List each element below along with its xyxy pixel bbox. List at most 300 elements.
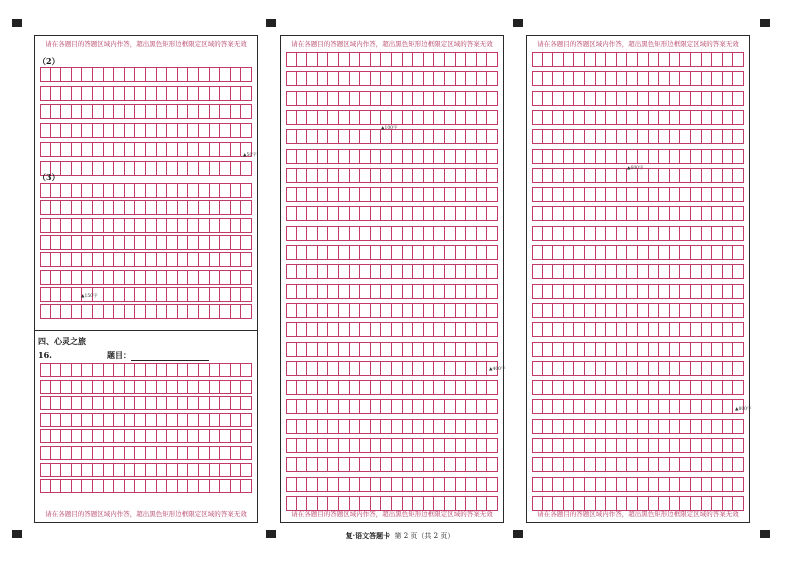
grid-cell[interactable]: [723, 285, 734, 298]
grid-cell[interactable]: [574, 420, 585, 433]
grid-cell[interactable]: [114, 447, 125, 459]
grid-cell[interactable]: [61, 87, 72, 100]
grid-cell[interactable]: [114, 414, 125, 426]
grid-cell[interactable]: [199, 184, 210, 197]
grid-cell[interactable]: [617, 111, 628, 124]
grid-cell[interactable]: [328, 420, 339, 433]
grid-cell[interactable]: [532, 150, 543, 163]
grid-cell[interactable]: [723, 400, 734, 413]
grid-cell[interactable]: [585, 381, 596, 394]
grid-cell[interactable]: [617, 323, 628, 336]
grid-cell[interactable]: [574, 362, 585, 375]
grid-cell[interactable]: [241, 271, 252, 284]
grid-cell[interactable]: [487, 265, 498, 278]
grid-cell[interactable]: [627, 323, 638, 336]
grid-cell[interactable]: [606, 246, 617, 259]
grid-cell[interactable]: [456, 285, 467, 298]
grid-cell[interactable]: [691, 362, 702, 375]
grid-cell[interactable]: [606, 227, 617, 240]
grid-cell[interactable]: [231, 184, 242, 197]
grid-cell[interactable]: [286, 130, 297, 143]
grid-cell[interactable]: [220, 236, 231, 249]
grid-cell[interactable]: [135, 143, 146, 156]
grid-cell[interactable]: [670, 111, 681, 124]
grid-cell[interactable]: [360, 304, 371, 317]
grid-cell[interactable]: [466, 169, 477, 182]
grid-cell[interactable]: [638, 130, 649, 143]
grid-cell[interactable]: [670, 53, 681, 66]
grid-cell[interactable]: [381, 458, 392, 471]
grid-cell[interactable]: [392, 150, 403, 163]
grid-cell[interactable]: [307, 150, 318, 163]
grid-cell[interactable]: [350, 265, 361, 278]
grid-cell[interactable]: [328, 92, 339, 105]
grid-cell[interactable]: [543, 72, 554, 85]
grid-cell[interactable]: [456, 111, 467, 124]
grid-cell[interactable]: [617, 381, 628, 394]
grid-cell[interactable]: [135, 184, 146, 197]
grid-cell[interactable]: [371, 111, 382, 124]
grid-cell[interactable]: [167, 288, 178, 301]
grid-cell[interactable]: [733, 439, 744, 452]
grid-cell[interactable]: [585, 478, 596, 491]
grid-cell[interactable]: [617, 227, 628, 240]
grid-cell[interactable]: [297, 227, 308, 240]
grid-cell[interactable]: [456, 381, 467, 394]
grid-cell[interactable]: [670, 265, 681, 278]
grid-cell[interactable]: [178, 364, 189, 376]
grid-cell[interactable]: [135, 68, 146, 81]
grid-cell[interactable]: [466, 381, 477, 394]
grid-cell[interactable]: [553, 362, 564, 375]
grid-cell[interactable]: [733, 188, 744, 201]
grid-cell[interactable]: [381, 381, 392, 394]
grid-cell[interactable]: [712, 343, 723, 356]
grid-cell[interactable]: [61, 414, 72, 426]
grid-cell[interactable]: [574, 227, 585, 240]
grid-cell[interactable]: [360, 265, 371, 278]
grid-cell[interactable]: [61, 162, 72, 175]
grid-cell[interactable]: [445, 227, 456, 240]
grid-cell[interactable]: [360, 92, 371, 105]
grid-cell[interactable]: [691, 227, 702, 240]
grid-cell[interactable]: [403, 246, 414, 259]
grid-cell[interactable]: [178, 414, 189, 426]
grid-cell[interactable]: [220, 253, 231, 266]
grid-cell[interactable]: [157, 364, 168, 376]
grid-cell[interactable]: [297, 130, 308, 143]
grid-cell[interactable]: [712, 188, 723, 201]
grid-cell[interactable]: [670, 246, 681, 259]
grid-cell[interactable]: [670, 207, 681, 220]
grid-cell[interactable]: [307, 343, 318, 356]
grid-cell[interactable]: [318, 265, 329, 278]
grid-cell[interactable]: [574, 169, 585, 182]
grid-cell[interactable]: [286, 420, 297, 433]
grid-cell[interactable]: [553, 130, 564, 143]
grid-cell[interactable]: [72, 162, 83, 175]
grid-cell[interactable]: [585, 400, 596, 413]
grid-cell[interactable]: [712, 285, 723, 298]
grid-cell[interactable]: [178, 305, 189, 318]
grid-cell[interactable]: [93, 201, 104, 214]
grid-cell[interactable]: [680, 458, 691, 471]
grid-cell[interactable]: [307, 188, 318, 201]
grid-cell[interactable]: [125, 253, 136, 266]
grid-cell[interactable]: [691, 304, 702, 317]
grid-cell[interactable]: [702, 343, 713, 356]
grid-cell[interactable]: [413, 207, 424, 220]
grid-cell[interactable]: [691, 343, 702, 356]
grid-cell[interactable]: [691, 323, 702, 336]
grid-cell[interactable]: [702, 362, 713, 375]
grid-cell[interactable]: [220, 430, 231, 442]
grid-cell[interactable]: [328, 304, 339, 317]
grid-cell[interactable]: [670, 420, 681, 433]
grid-cell[interactable]: [72, 447, 83, 459]
grid-cell[interactable]: [392, 227, 403, 240]
grid-cell[interactable]: [157, 253, 168, 266]
grid-cell[interactable]: [543, 400, 554, 413]
grid-cell[interactable]: [532, 362, 543, 375]
grid-cell[interactable]: [585, 439, 596, 452]
grid-cell[interactable]: [477, 227, 488, 240]
grid-cell[interactable]: [328, 130, 339, 143]
grid-cell[interactable]: [691, 130, 702, 143]
grid-cell[interactable]: [307, 265, 318, 278]
grid-cell[interactable]: [360, 439, 371, 452]
grid-cell[interactable]: [723, 130, 734, 143]
grid-cell[interactable]: [286, 439, 297, 452]
grid-cell[interactable]: [596, 265, 607, 278]
grid-cell[interactable]: [82, 124, 93, 137]
grid-cell[interactable]: [445, 265, 456, 278]
grid-cell[interactable]: [564, 304, 575, 317]
grid-cell[interactable]: [241, 414, 252, 426]
grid-cell[interactable]: [51, 143, 62, 156]
grid-cell[interactable]: [617, 478, 628, 491]
grid-cell[interactable]: [659, 169, 670, 182]
grid-cell[interactable]: [733, 458, 744, 471]
grid-cell[interactable]: [286, 72, 297, 85]
grid-cell[interactable]: [424, 169, 435, 182]
grid-cell[interactable]: [114, 288, 125, 301]
grid-cell[interactable]: [307, 323, 318, 336]
grid-cell[interactable]: [297, 439, 308, 452]
grid-cell[interactable]: [82, 480, 93, 492]
grid-cell[interactable]: [188, 271, 199, 284]
grid-cell[interactable]: [680, 72, 691, 85]
grid-cell[interactable]: [61, 381, 72, 393]
grid-cell[interactable]: [617, 304, 628, 317]
grid-cell[interactable]: [445, 169, 456, 182]
grid-cell[interactable]: [487, 130, 498, 143]
grid-cell[interactable]: [596, 169, 607, 182]
grid-cell[interactable]: [297, 458, 308, 471]
grid-cell[interactable]: [638, 53, 649, 66]
grid-cell[interactable]: [199, 105, 210, 118]
grid-cell[interactable]: [167, 447, 178, 459]
grid-cell[interactable]: [627, 188, 638, 201]
grid-cell[interactable]: [350, 400, 361, 413]
grid-cell[interactable]: [72, 305, 83, 318]
grid-cell[interactable]: [638, 207, 649, 220]
grid-cell[interactable]: [445, 188, 456, 201]
grid-cell[interactable]: [350, 72, 361, 85]
grid-cell[interactable]: [596, 420, 607, 433]
grid-cell[interactable]: [307, 227, 318, 240]
grid-cell[interactable]: [125, 201, 136, 214]
grid-cell[interactable]: [135, 447, 146, 459]
grid-cell[interactable]: [403, 362, 414, 375]
grid-cell[interactable]: [40, 253, 51, 266]
grid-cell[interactable]: [403, 188, 414, 201]
grid-cell[interactable]: [188, 143, 199, 156]
grid-cell[interactable]: [61, 184, 72, 197]
grid-cell[interactable]: [553, 323, 564, 336]
grid-cell[interactable]: [297, 400, 308, 413]
grid-cell[interactable]: [61, 124, 72, 137]
grid-cell[interactable]: [61, 236, 72, 249]
grid-cell[interactable]: [371, 130, 382, 143]
grid-cell[interactable]: [297, 169, 308, 182]
grid-cell[interactable]: [638, 439, 649, 452]
grid-cell[interactable]: [350, 362, 361, 375]
grid-cell[interactable]: [445, 439, 456, 452]
grid-cell[interactable]: [178, 105, 189, 118]
grid-cell[interactable]: [210, 430, 221, 442]
grid-cell[interactable]: [371, 150, 382, 163]
grid-cell[interactable]: [659, 188, 670, 201]
grid-cell[interactable]: [61, 480, 72, 492]
grid-cell[interactable]: [532, 439, 543, 452]
grid-cell[interactable]: [360, 400, 371, 413]
grid-cell[interactable]: [445, 130, 456, 143]
grid-cell[interactable]: [564, 92, 575, 105]
grid-cell[interactable]: [339, 285, 350, 298]
grid-cell[interactable]: [51, 105, 62, 118]
grid-cell[interactable]: [434, 169, 445, 182]
grid-cell[interactable]: [434, 304, 445, 317]
grid-cell[interactable]: [702, 285, 713, 298]
grid-cell[interactable]: [93, 480, 104, 492]
grid-cell[interactable]: [585, 362, 596, 375]
grid-cell[interactable]: [712, 439, 723, 452]
grid-cell[interactable]: [574, 111, 585, 124]
grid-cell[interactable]: [307, 169, 318, 182]
grid-cell[interactable]: [617, 130, 628, 143]
grid-cell[interactable]: [146, 288, 157, 301]
grid-cell[interactable]: [178, 397, 189, 409]
grid-cell[interactable]: [680, 227, 691, 240]
grid-cell[interactable]: [157, 480, 168, 492]
grid-cell[interactable]: [72, 201, 83, 214]
grid-cell[interactable]: [617, 92, 628, 105]
grid-cell[interactable]: [702, 400, 713, 413]
grid-cell[interactable]: [360, 246, 371, 259]
grid-cell[interactable]: [723, 188, 734, 201]
grid-cell[interactable]: [210, 447, 221, 459]
grid-cell[interactable]: [596, 458, 607, 471]
grid-cell[interactable]: [220, 397, 231, 409]
grid-cell[interactable]: [93, 87, 104, 100]
grid-cell[interactable]: [413, 227, 424, 240]
grid-cell[interactable]: [392, 92, 403, 105]
grid-cell[interactable]: [487, 343, 498, 356]
grid-cell[interactable]: [723, 478, 734, 491]
grid-cell[interactable]: [307, 362, 318, 375]
grid-cell[interactable]: [477, 207, 488, 220]
grid-cell[interactable]: [434, 381, 445, 394]
grid-cell[interactable]: [670, 227, 681, 240]
grid-cell[interactable]: [733, 478, 744, 491]
grid-cell[interactable]: [220, 124, 231, 137]
grid-cell[interactable]: [82, 253, 93, 266]
grid-cell[interactable]: [210, 105, 221, 118]
grid-cell[interactable]: [114, 201, 125, 214]
grid-cell[interactable]: [543, 111, 554, 124]
grid-cell[interactable]: [487, 420, 498, 433]
grid-cell[interactable]: [381, 169, 392, 182]
grid-cell[interactable]: [241, 305, 252, 318]
grid-cell[interactable]: [307, 420, 318, 433]
grid-cell[interactable]: [564, 478, 575, 491]
grid-cell[interactable]: [297, 381, 308, 394]
grid-cell[interactable]: [434, 439, 445, 452]
grid-cell[interactable]: [350, 285, 361, 298]
grid-cell[interactable]: [188, 364, 199, 376]
grid-cell[interactable]: [135, 253, 146, 266]
grid-cell[interactable]: [51, 219, 62, 232]
grid-cell[interactable]: [104, 430, 115, 442]
grid-cell[interactable]: [178, 480, 189, 492]
grid-cell[interactable]: [649, 400, 660, 413]
grid-cell[interactable]: [231, 201, 242, 214]
grid-cell[interactable]: [61, 271, 72, 284]
grid-cell[interactable]: [466, 400, 477, 413]
grid-cell[interactable]: [574, 72, 585, 85]
grid-cell[interactable]: [564, 381, 575, 394]
grid-cell[interactable]: [371, 188, 382, 201]
grid-cell[interactable]: [456, 362, 467, 375]
grid-cell[interactable]: [659, 72, 670, 85]
grid-cell[interactable]: [659, 323, 670, 336]
grid-cell[interactable]: [220, 381, 231, 393]
grid-cell[interactable]: [670, 72, 681, 85]
grid-cell[interactable]: [220, 271, 231, 284]
grid-cell[interactable]: [381, 343, 392, 356]
grid-cell[interactable]: [167, 87, 178, 100]
grid-cell[interactable]: [381, 304, 392, 317]
grid-cell[interactable]: [188, 430, 199, 442]
grid-cell[interactable]: [231, 305, 242, 318]
grid-cell[interactable]: [82, 364, 93, 376]
grid-cell[interactable]: [712, 72, 723, 85]
grid-cell[interactable]: [434, 207, 445, 220]
grid-cell[interactable]: [477, 381, 488, 394]
grid-cell[interactable]: [564, 150, 575, 163]
grid-cell[interactable]: [466, 130, 477, 143]
grid-cell[interactable]: [403, 130, 414, 143]
grid-cell[interactable]: [456, 150, 467, 163]
grid-cell[interactable]: [723, 53, 734, 66]
grid-cell[interactable]: [104, 87, 115, 100]
grid-cell[interactable]: [712, 323, 723, 336]
grid-cell[interactable]: [627, 227, 638, 240]
grid-cell[interactable]: [146, 480, 157, 492]
grid-cell[interactable]: [392, 246, 403, 259]
grid-cell[interactable]: [392, 265, 403, 278]
grid-cell[interactable]: [40, 87, 51, 100]
grid-cell[interactable]: [82, 68, 93, 81]
grid-cell[interactable]: [543, 323, 554, 336]
grid-cell[interactable]: [157, 288, 168, 301]
grid-cell[interactable]: [553, 188, 564, 201]
grid-cell[interactable]: [403, 92, 414, 105]
grid-cell[interactable]: [403, 478, 414, 491]
grid-cell[interactable]: [381, 92, 392, 105]
grid-cell[interactable]: [466, 227, 477, 240]
grid-cell[interactable]: [564, 207, 575, 220]
grid-cell[interactable]: [596, 439, 607, 452]
grid-cell[interactable]: [339, 478, 350, 491]
grid-cell[interactable]: [82, 162, 93, 175]
grid-cell[interactable]: [670, 92, 681, 105]
grid-cell[interactable]: [199, 219, 210, 232]
grid-cell[interactable]: [104, 288, 115, 301]
grid-cell[interactable]: [392, 362, 403, 375]
grid-cell[interactable]: [649, 439, 660, 452]
grid-cell[interactable]: [702, 92, 713, 105]
grid-cell[interactable]: [606, 362, 617, 375]
grid-cell[interactable]: [146, 271, 157, 284]
grid-cell[interactable]: [61, 430, 72, 442]
grid-cell[interactable]: [434, 400, 445, 413]
grid-cell[interactable]: [543, 265, 554, 278]
grid-cell[interactable]: [702, 323, 713, 336]
grid-cell[interactable]: [553, 72, 564, 85]
grid-cell[interactable]: [220, 87, 231, 100]
grid-cell[interactable]: [114, 381, 125, 393]
grid-cell[interactable]: [712, 169, 723, 182]
grid-cell[interactable]: [328, 458, 339, 471]
grid-cell[interactable]: [424, 343, 435, 356]
grid-cell[interactable]: [445, 150, 456, 163]
grid-cell[interactable]: [403, 207, 414, 220]
grid-cell[interactable]: [627, 111, 638, 124]
grid-cell[interactable]: [188, 447, 199, 459]
grid-cell[interactable]: [40, 236, 51, 249]
grid-cell[interactable]: [231, 430, 242, 442]
grid-cell[interactable]: [199, 364, 210, 376]
grid-cell[interactable]: [40, 105, 51, 118]
grid-cell[interactable]: [596, 53, 607, 66]
grid-cell[interactable]: [125, 480, 136, 492]
grid-cell[interactable]: [733, 323, 744, 336]
grid-cell[interactable]: [445, 381, 456, 394]
grid-cell[interactable]: [649, 130, 660, 143]
grid-cell[interactable]: [339, 227, 350, 240]
grid-cell[interactable]: [135, 162, 146, 175]
grid-cell[interactable]: [51, 124, 62, 137]
grid-cell[interactable]: [241, 464, 252, 476]
grid-cell[interactable]: [532, 458, 543, 471]
grid-cell[interactable]: [286, 304, 297, 317]
grid-cell[interactable]: [307, 285, 318, 298]
grid-cell[interactable]: [606, 265, 617, 278]
grid-cell[interactable]: [574, 53, 585, 66]
grid-cell[interactable]: [424, 92, 435, 105]
